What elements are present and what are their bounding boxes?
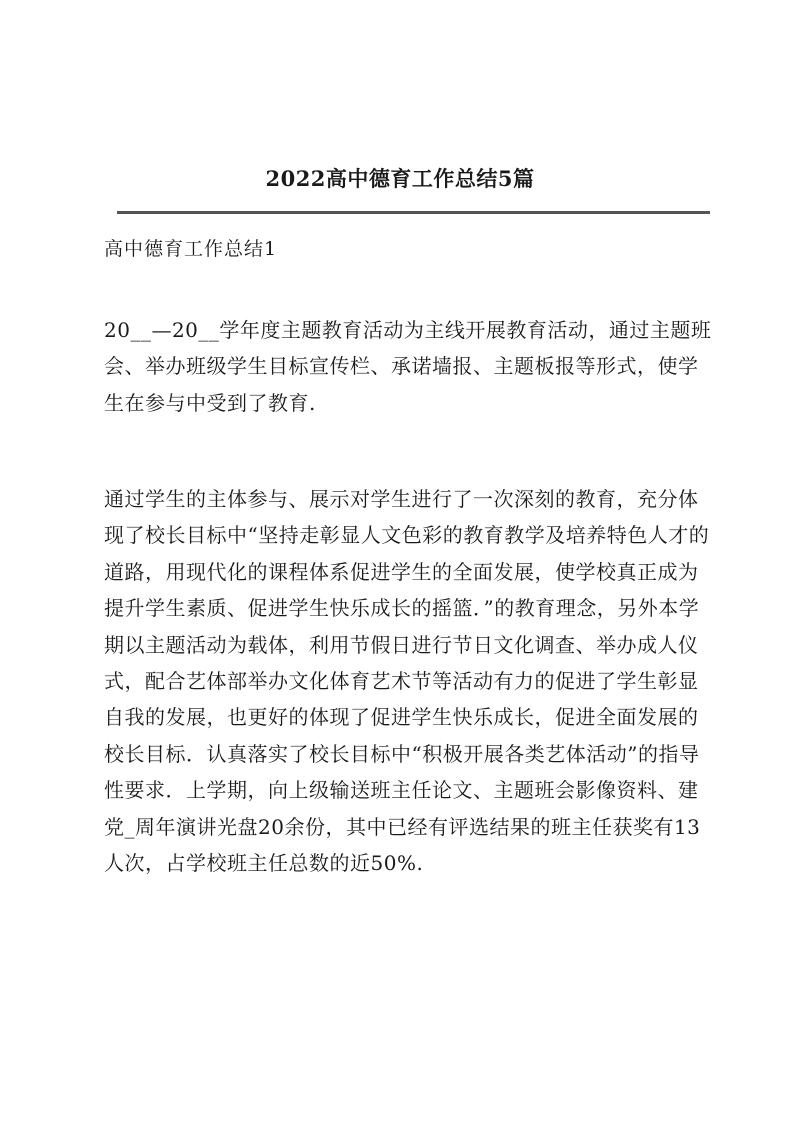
- title-divider: [117, 211, 710, 214]
- paragraph-1: 20__—20__学年度主题教育活动为主线开展教育活动，通过主题班会、举办班级学生目标宣传栏、承诺墙报、主题板报等形式，使学生在参与中受到了教育.: [104, 318, 712, 415]
- paragraph-2: 通过学生的主体参与、展示对学生进行了一次深刻的教育，充分体现了校长目标中“坚持走彰显人文色彩的教育教学及培养特色人才的道路，用现代化的课程体系促进学生的全面发展，使学校真正成为提升学生素质、促进学生快乐成长的摇篮．”的教育理念，另外本学期以主题活动为载体，利用节假日进行节日文化调查、举办成人仪式，配合艺体部举办文化体育艺术节等活动有力的促进了学生彰显自我的发展，也更好的体现了促进学生快乐成长，促进全面发展的校长目标．认真落实了校长目标中“积极开展各类艺体活动”的指导性要求．上学期，向上级输送班主任论文、主题班会影像资料、建党_周年演讲光盘20余份，其中已经有评选结果的班主任获奖有13人次，占学校班主任总数的近50%.: [104, 487, 710, 876]
- section-heading: 高中德育工作总结1: [104, 238, 278, 260]
- document-title: 2022高中德育工作总结5篇: [265, 166, 535, 191]
